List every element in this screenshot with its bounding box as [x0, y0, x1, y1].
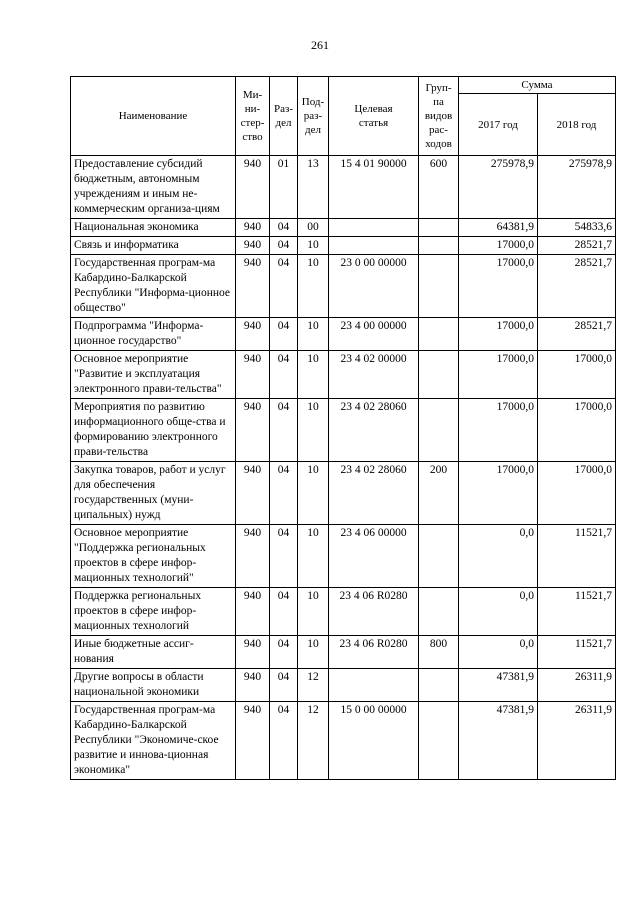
row-name: Государственная програм-ма Кабардино-Балкарской Республики "Информа-ционное общество"	[71, 255, 236, 318]
row-ministry: 940	[236, 351, 270, 399]
row-group	[419, 237, 459, 255]
row-sum-2018: 26311,9	[538, 669, 616, 702]
row-name: Государственная програм-ма Кабардино-Балкарской Республики "Экономиче-ское развитие и иннова-ционная экономика"	[71, 702, 236, 780]
row-section: 04	[270, 237, 298, 255]
row-sum-2018: 17000,0	[538, 399, 616, 462]
row-target: 23 0 00 00000	[329, 255, 419, 318]
table-row	[71, 255, 616, 318]
row-sum-2017: 0,0	[459, 588, 538, 636]
row-ministry: 940	[236, 399, 270, 462]
row-sum-2018: 28521,7	[538, 255, 616, 318]
row-ministry: 940	[236, 525, 270, 588]
row-section: 04	[270, 255, 298, 318]
row-name: Иные бюджетные ассиг-нования	[71, 636, 236, 669]
row-group: 600	[419, 156, 459, 219]
row-sum-2017: 64381,9	[459, 219, 538, 237]
row-section: 04	[270, 219, 298, 237]
row-sum-2017: 17000,0	[459, 351, 538, 399]
row-name: Предоставление субсидий бюджетным, автономным учреждениям и иным не-коммерческим организа-циям	[71, 156, 236, 219]
row-target: 23 4 06 00000	[329, 525, 419, 588]
row-group	[419, 399, 459, 462]
table-row	[71, 636, 616, 669]
row-name: Национальная экономика	[71, 219, 236, 237]
row-sum-2018: 26311,9	[538, 702, 616, 780]
table-row	[71, 669, 616, 702]
row-ministry: 940	[236, 462, 270, 525]
row-ministry: 940	[236, 318, 270, 351]
row-subsection: 10	[298, 636, 329, 669]
row-sum-2018: 54833,6	[538, 219, 616, 237]
row-subsection: 10	[298, 255, 329, 318]
row-sum-2018: 28521,7	[538, 318, 616, 351]
row-sum-2018: 275978,9	[538, 156, 616, 219]
table-row	[71, 399, 616, 462]
row-group	[419, 588, 459, 636]
row-subsection: 10	[298, 525, 329, 588]
row-name: Закупка товаров, работ и услуг для обеспечения государственных (муни-ципальных) нужд	[71, 462, 236, 525]
row-subsection: 10	[298, 588, 329, 636]
row-ministry: 940	[236, 588, 270, 636]
row-subsection: 10	[298, 351, 329, 399]
row-section: 04	[270, 525, 298, 588]
row-sum-2017: 17000,0	[459, 462, 538, 525]
row-ministry: 940	[236, 219, 270, 237]
header-target: Целевая статья	[329, 77, 419, 156]
row-name: Основное мероприятие "Развитие и эксплуатация электронного прави-тельства"	[71, 351, 236, 399]
row-subsection: 10	[298, 399, 329, 462]
header-section: Раз- дел	[270, 77, 298, 156]
header-subsection: Под- раз- дел	[298, 77, 329, 156]
row-target: 15 0 00 00000	[329, 702, 419, 780]
row-sum-2018: 28521,7	[538, 237, 616, 255]
row-sum-2018: 11521,7	[538, 588, 616, 636]
table-row	[71, 318, 616, 351]
row-target: 23 4 02 28060	[329, 399, 419, 462]
table-body	[71, 156, 616, 780]
row-subsection: 12	[298, 702, 329, 780]
row-name: Подпрограмма "Информа-ционное государство"	[71, 318, 236, 351]
row-group: 200	[419, 462, 459, 525]
row-subsection: 10	[298, 462, 329, 525]
row-name: Основное мероприятие "Поддержка региональных проектов в сфере инфор-мационных технологий"	[71, 525, 236, 588]
row-target: 23 4 02 00000	[329, 351, 419, 399]
row-target	[329, 219, 419, 237]
row-section: 04	[270, 669, 298, 702]
table-row	[71, 525, 616, 588]
row-group: 800	[419, 636, 459, 669]
table-row	[71, 156, 616, 219]
row-ministry: 940	[236, 156, 270, 219]
table-row	[71, 702, 616, 780]
row-section: 04	[270, 588, 298, 636]
row-subsection: 13	[298, 156, 329, 219]
row-name: Мероприятия по развитию информационного обще-ства и формированию электронного прави-тельства	[71, 399, 236, 462]
row-group	[419, 219, 459, 237]
table-row	[71, 588, 616, 636]
row-section: 04	[270, 318, 298, 351]
header-group: Груп- па видов рас- ходов	[419, 77, 459, 156]
row-section: 04	[270, 351, 298, 399]
header-year-2017: 2017 год	[459, 94, 538, 156]
row-ministry: 940	[236, 237, 270, 255]
row-sum-2018: 11521,7	[538, 636, 616, 669]
row-ministry: 940	[236, 702, 270, 780]
row-section: 04	[270, 462, 298, 525]
row-sum-2017: 0,0	[459, 636, 538, 669]
row-sum-2017: 47381,9	[459, 702, 538, 780]
row-group	[419, 255, 459, 318]
row-target: 23 4 06 R0280	[329, 636, 419, 669]
row-sum-2018: 17000,0	[538, 351, 616, 399]
row-ministry: 940	[236, 255, 270, 318]
page-number: 261	[311, 38, 329, 52]
row-sum-2018: 17000,0	[538, 462, 616, 525]
row-sum-2017: 17000,0	[459, 318, 538, 351]
row-subsection: 10	[298, 237, 329, 255]
row-target	[329, 237, 419, 255]
row-subsection: 12	[298, 669, 329, 702]
row-group	[419, 351, 459, 399]
row-name: Другие вопросы в области национальной экономики	[71, 669, 236, 702]
row-group	[419, 525, 459, 588]
row-group	[419, 669, 459, 702]
row-sum-2017: 0,0	[459, 525, 538, 588]
row-section: 04	[270, 702, 298, 780]
row-subsection: 00	[298, 219, 329, 237]
row-target: 23 4 06 R0280	[329, 588, 419, 636]
row-group	[419, 702, 459, 780]
table-row	[71, 219, 616, 237]
row-sum-2017: 17000,0	[459, 399, 538, 462]
header-year-2018: 2018 год	[538, 94, 616, 156]
row-sum-2017: 17000,0	[459, 237, 538, 255]
row-target: 15 4 01 90000	[329, 156, 419, 219]
row-sum-2018: 11521,7	[538, 525, 616, 588]
table-row	[71, 351, 616, 399]
header-sum: Сумма	[459, 77, 616, 94]
table-row	[71, 462, 616, 525]
row-sum-2017: 275978,9	[459, 156, 538, 219]
header-name: Наименование	[71, 77, 236, 156]
row-group	[419, 318, 459, 351]
budget-table	[70, 76, 616, 780]
row-name: Связь и информатика	[71, 237, 236, 255]
row-section: 01	[270, 156, 298, 219]
row-target: 23 4 00 00000	[329, 318, 419, 351]
row-sum-2017: 47381,9	[459, 669, 538, 702]
row-name: Поддержка региональных проектов в сфере инфор-мационных технологий	[71, 588, 236, 636]
row-target: 23 4 02 28060	[329, 462, 419, 525]
row-ministry: 940	[236, 636, 270, 669]
row-sum-2017: 17000,0	[459, 255, 538, 318]
header-ministry: Ми- ни- стер- ство	[236, 77, 270, 156]
row-ministry: 940	[236, 669, 270, 702]
row-section: 04	[270, 399, 298, 462]
table-row	[71, 237, 616, 255]
row-subsection: 10	[298, 318, 329, 351]
row-target	[329, 669, 419, 702]
row-section: 04	[270, 636, 298, 669]
